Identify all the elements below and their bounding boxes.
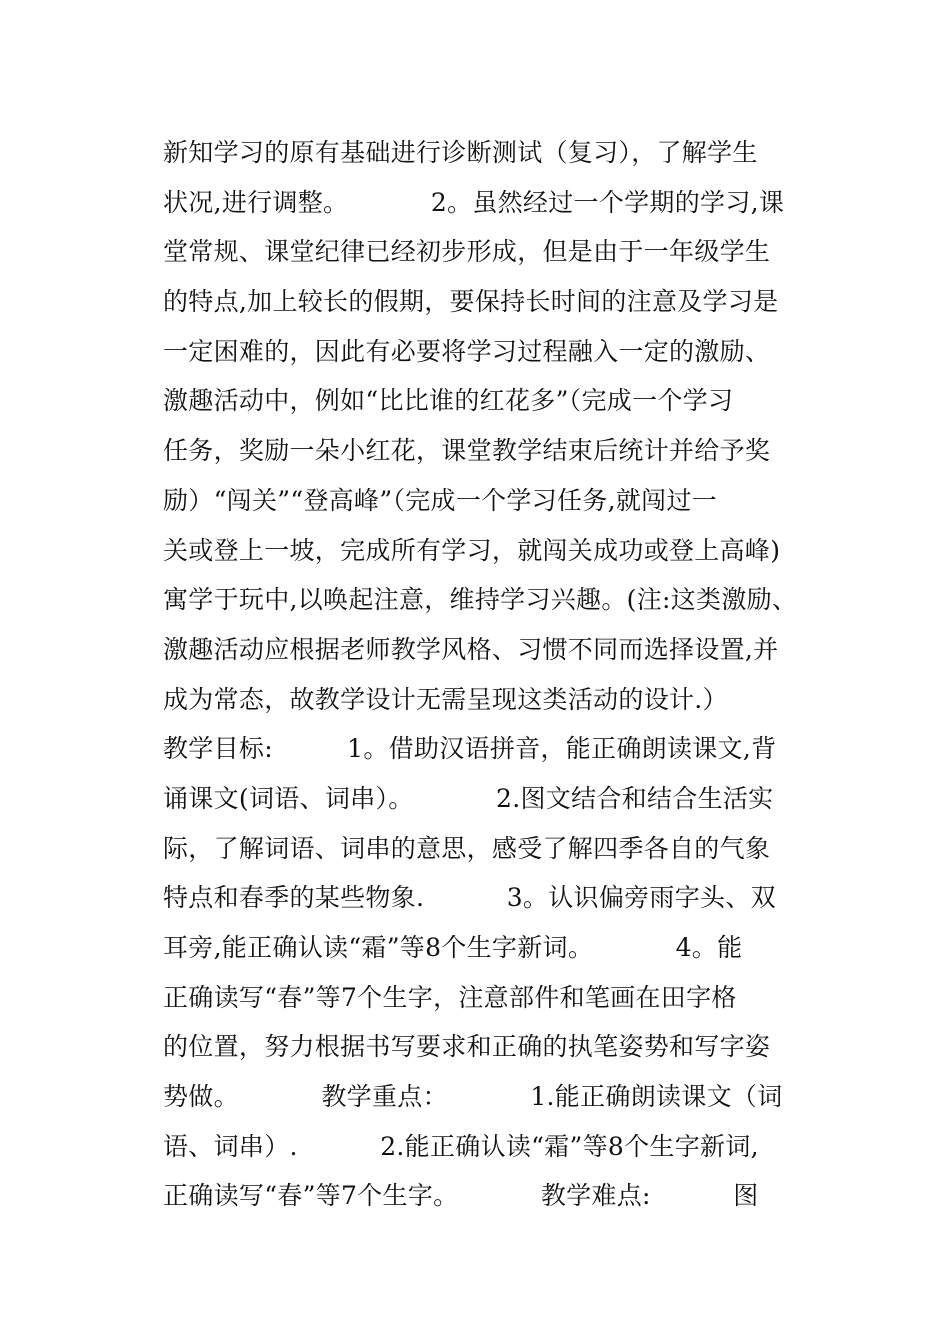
text-line-16: 特点和春季的某些物象. 3。认识偏旁雨字头、双 bbox=[163, 883, 776, 913]
text-line-2: 状况,进行调整。 2。虽然经过一个学期的学习,课 bbox=[163, 187, 785, 217]
text-line-1: 新知学习的原有基础进行诊断测试（复习），了解学生 bbox=[163, 138, 758, 167]
text-line-20: 势做。 教学重点： 1.能正确朗读课文（词 bbox=[163, 1082, 783, 1112]
text-line-12: 成为常态，故教学设计无需呈现这类活动的设计.） bbox=[163, 684, 728, 714]
text-line-17: 耳旁,能正确认读“霜”等8个生字新词。 4。能 bbox=[163, 933, 743, 962]
text-line-22: 正确读写“春”等7个生字。 教学难点: 图 bbox=[163, 1181, 759, 1211]
text-line-8: 励）“闯关”“登高峰”（完成一个学习任务,就闯过一 bbox=[163, 485, 718, 515]
text-line-9: 关或登上一坡，完成所有学习，就闯关成功或登上高峰) bbox=[163, 535, 781, 565]
text-line-5: 一定困难的，因此有必要将学习过程融入一定的激励、 bbox=[163, 336, 771, 366]
text-line-3: 堂常规、课堂纪律已经初步形成，但是由于一年级学生 bbox=[163, 237, 771, 267]
text-line-13: 教学目标: 1。借助汉语拼音，能正确朗读课文,背 bbox=[163, 734, 777, 764]
text-line-4: 的特点,加上较长的假期，要保持长时间的注意及学习是 bbox=[163, 287, 779, 317]
text-line-7: 任务，奖励一朵小红花，课堂教学结束后统计并给予奖 bbox=[163, 436, 771, 466]
text-line-19: 的位置，努力根据书写要求和正确的执笔姿势和写字姿 bbox=[163, 1032, 771, 1062]
text-line-15: 际，了解词语、词串的意思，感受了解四季各自的气象 bbox=[163, 833, 771, 863]
text-line-14: 诵课文(词语、词串）。 2.图文结合和结合生活实 bbox=[163, 783, 774, 813]
text-line-21: 语、词串）. 2.能正确认读“霜”等8个生字新词, bbox=[163, 1131, 759, 1161]
text-line-6: 激趣活动中，例如“比比谁的红花多”（完成一个学习 bbox=[163, 386, 734, 416]
text-line-11: 激趣活动应根据老师教学风格、习惯不同而选择设置,并 bbox=[163, 634, 779, 664]
text-line-18: 正确读写“春”等7个生字，注意部件和笔画在田字格 bbox=[163, 982, 737, 1012]
body-text bbox=[163, 128, 863, 1221]
text-line-10: 寓学于玩中,以唤起注意，维持学习兴趣。(注:这类激励、 bbox=[163, 585, 798, 615]
